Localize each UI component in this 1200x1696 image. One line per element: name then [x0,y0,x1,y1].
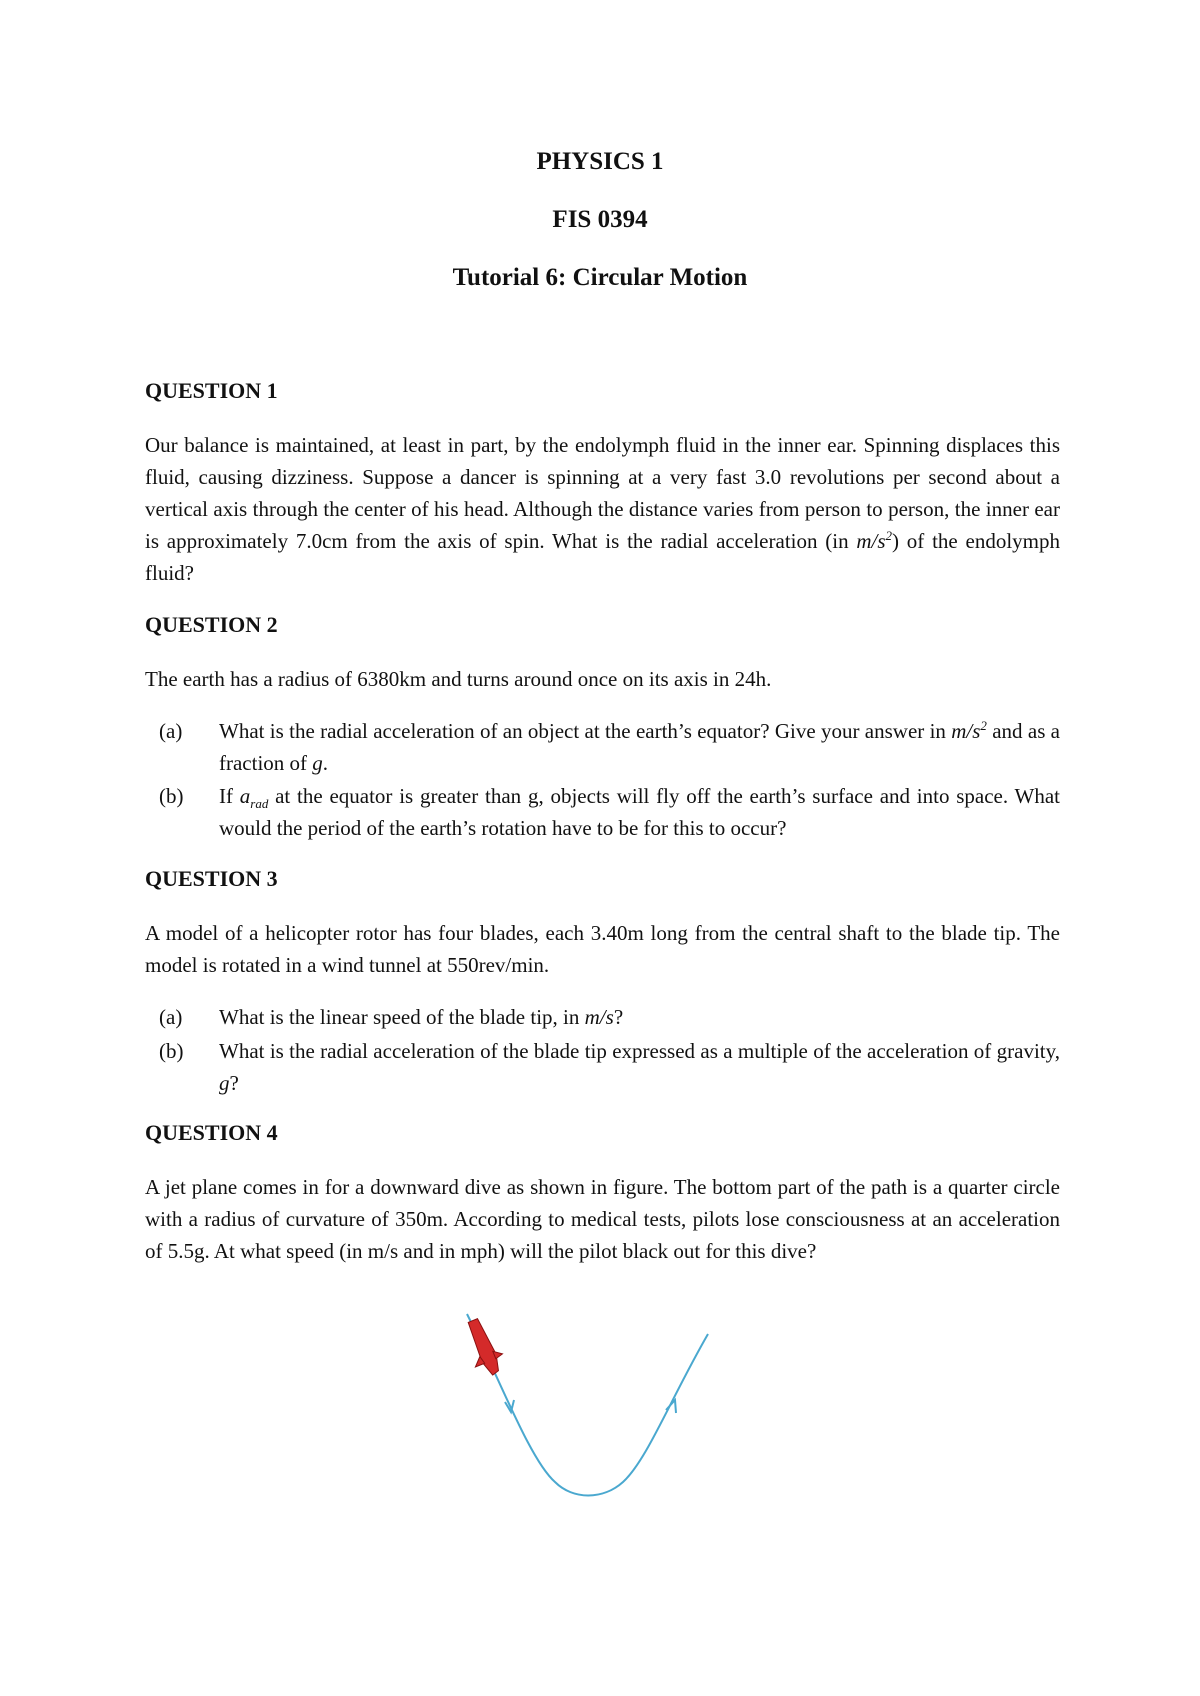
question-2-part-b-sub: rad [250,796,269,812]
question-4-text: A jet plane comes in for a downward dive as shown in figure. The bottom part of the path is a quarter circle with a radius of curvature of 350m. According to medical tests, pilots lose consciousness at an acceleration of 5.5g. At what speed (in m/s and in mph) will the pilot black out for this dive? [145,1175,1060,1263]
question-3-part-a-unit: m/s [584,1005,614,1029]
question-3-part-b-g: g [219,1071,230,1095]
question-2-part-a-end: . [322,751,329,775]
question-1-text-end: ) of the endolymph fluid? [145,529,1060,585]
question-3-part-a [145,1001,1060,1033]
question-2-part-b-arad [239,784,269,812]
question-3-part-b-end: ? [229,1071,239,1095]
question-2-part-a-text [219,715,1060,779]
question-1-text [145,429,1060,589]
question-2-heading: QUESTION 2 [145,612,278,637]
question-3-part-a-body: What is the linear speed of the blade tip, in [219,1005,585,1029]
question-3-part-b [145,1035,1060,1099]
question-2-part-b-body: at the equator is greater than g, objects will fly off the earth’s surface and into space. What would the period of the earth’s rotation have to be for this to occur? [219,784,1060,840]
question-2-part-a [145,715,1060,779]
question-2-part-b-a: a [239,784,251,808]
course-title: PHYSICS 1 [536,148,664,175]
course-code: FIS 0394 [552,206,648,233]
question-2-part-b-if: If [219,784,240,808]
question-1-text-start: Our balance is maintained, at least in part, by the endolymph fluid in the inner ear. Spinning displaces this fluid, causing dizziness. Suppose a dancer is spinning at a very fast 3.0 revolutions per second about a vertical axis through the center of his head. Although the distance varies from person to person, the inner ear is approximately 7.0cm from the axis of spin. What is the radial acceleration (in [145,433,1060,553]
question-2-intro: The earth has a radius of 6380km and turns around once on its axis in 24h. [145,667,772,691]
question-2-part-b-label: (b) [159,784,184,808]
question-3-part-b-text [219,1035,1060,1099]
question-1-heading: QUESTION 1 [145,378,278,403]
question-1-unit-base: m/s [856,529,886,553]
question-2-part-a-label: (a) [159,719,183,743]
tutorial-title: Tutorial 6: Circular Motion [452,264,748,291]
question-2-part-a-unit-exponent: 2 [980,718,987,733]
question-3-part-b-label: (b) [159,1039,184,1063]
question-1-unit [856,529,892,553]
question-3-part-b-body: What is the radial acceleration of the blade tip expressed as a multiple of the acceleration of gravity, [219,1039,1060,1063]
question-3-heading: QUESTION 3 [145,866,278,891]
question-3-part-a-text [219,1001,1060,1033]
question-4-heading: QUESTION 4 [145,1120,278,1145]
dive-figure [455,1310,735,1510]
question-3-part-a-label: (a) [159,1005,183,1029]
question-3-intro: A model of a helicopter rotor has four blades, each 3.40m long from the central shaft to the blade tip. The model is rotated in a wind tunnel at 550rev/min. [145,921,1060,977]
question-2-part-a-body: What is the radial acceleration of an object at the earth’s equator? Give your answer in [219,719,952,743]
question-2-part-b-text [219,780,1060,844]
question-2-part-a-g: g [312,751,323,775]
question-3-part-a-end: ? [613,1005,624,1029]
question-2-part-b [145,780,1060,844]
question-2-part-a-body-2: and as a fraction of [219,719,1061,775]
question-2-part-a-unit [951,719,987,743]
question-2-part-a-unit-base: m/s [951,719,981,743]
jet-plane-icon [459,1315,509,1380]
question-1-unit-exponent: 2 [885,528,893,543]
